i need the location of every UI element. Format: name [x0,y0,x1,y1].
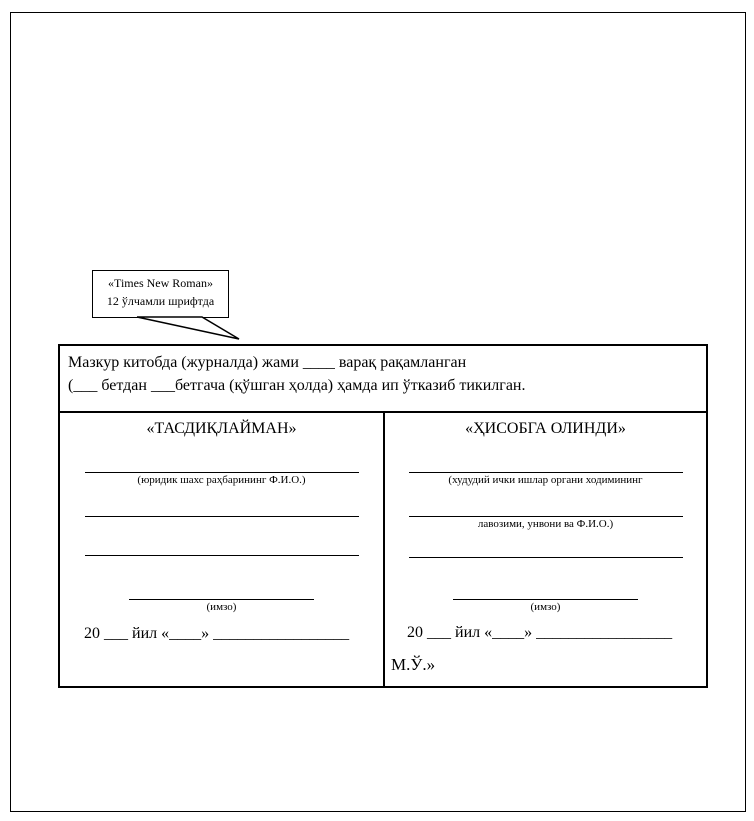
signature-line [409,516,683,517]
form-columns [60,413,706,686]
approve-header: «ТАСДИҚЛАЙМАН» [146,420,297,437]
callout-font-size: 12 ўлчамли шрифтда [106,294,215,308]
callout-font-name: «Times New Roman» [108,276,213,290]
signature-line [409,557,683,558]
record-column [385,413,706,686]
intro-line-1: Мазкур китобда (журналда) жами ____ варақ рақамланган [68,354,467,371]
intro-cell [60,346,706,413]
record-org-caption-1: (худудий ички ишлар органи ходимининг [448,474,643,486]
record-signature-caption: (имзо) [530,600,561,613]
approve-fio-caption: (юридик шахс раҳбарининг Ф.И.О.) [137,474,306,486]
signature-line [409,472,683,473]
form-table [58,344,708,688]
seal-mark: М.Ў.» [391,655,436,675]
approve-column [60,413,385,686]
callout-tail [127,315,247,342]
approve-signature-caption: (имзо) [206,600,237,613]
record-header: «ҲИСОБГА ОЛИНДИ» [465,420,626,437]
signature-short-line [129,599,314,600]
intro-line-2: (___ бетдан ___бетгача (қўшган ҳолда) ҳамда ип ўтказиб тикилган. [68,377,526,395]
record-org-caption-2: лавозими, унвони ва Ф.И.О.) [477,517,614,530]
signature-line [85,516,359,517]
signature-short-line [453,599,638,600]
record-date-line: 20 ___ йил «____» _________________ [407,624,673,642]
signature-line [85,555,359,556]
signature-line [85,472,359,473]
approve-date-line: 20 ___ йил «____» _________________ [84,624,350,642]
callout-bubble [92,270,229,318]
